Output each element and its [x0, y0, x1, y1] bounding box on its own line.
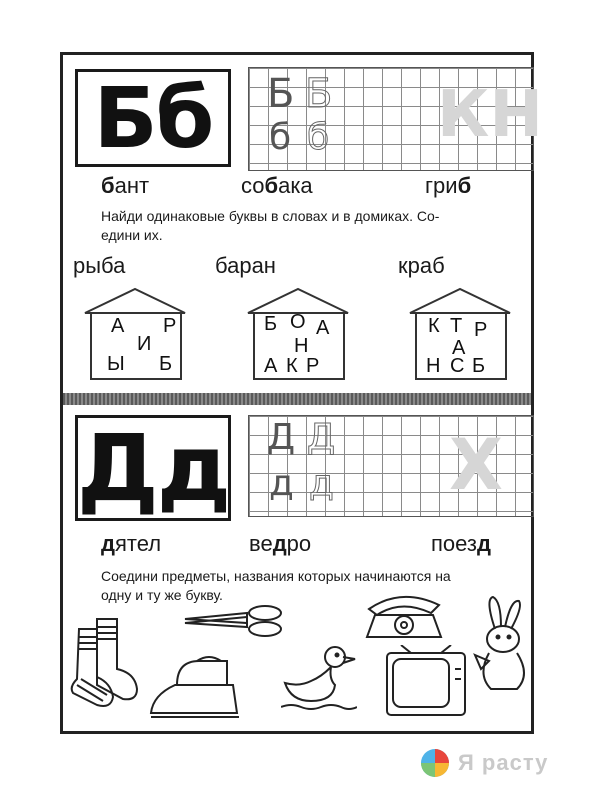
house-3-letter: К	[428, 315, 440, 337]
trace-upper-dashed: Б	[305, 71, 333, 117]
task-word-ryba: рыба	[73, 253, 126, 278]
instruction-d	[101, 567, 531, 605]
trace-lower-solid: б	[269, 117, 292, 158]
scissors-picture	[181, 603, 301, 639]
house-1-letter: Р	[163, 315, 177, 337]
instruction-d-line1: Соедини предметы, названия которых начинаются на	[101, 568, 451, 584]
house-3-letter: А	[452, 337, 466, 359]
letter-card-d-text: Дд	[76, 414, 230, 522]
house-2	[246, 287, 350, 381]
trace-upper-solid: Б	[267, 71, 295, 117]
house-2-outline	[246, 287, 350, 381]
tracing-grid-b	[248, 67, 543, 171]
word-dyatel: дятел	[101, 531, 162, 556]
trace-lower-dashed: б	[307, 117, 330, 158]
task-word-baran: баран	[215, 253, 276, 278]
house-2-letter: О	[290, 311, 306, 333]
word-grib: гриб	[425, 173, 472, 198]
letter-card-d	[75, 415, 231, 521]
iron-picture	[147, 655, 243, 725]
house-2-letter: А	[316, 317, 330, 339]
house-2-letter: К	[286, 355, 298, 377]
word-sobaka: собака	[241, 173, 313, 198]
house-2-letter: Б	[264, 313, 278, 335]
trace-upper-dashed: Д	[307, 417, 336, 458]
house-1-letter: Б	[159, 353, 173, 375]
instruction-b	[101, 207, 531, 245]
tracing-grid-d	[248, 415, 534, 517]
house-1-letter: А	[111, 315, 125, 337]
worksheet	[60, 52, 543, 734]
telephone-picture	[361, 591, 447, 641]
trace-lower-solid: д	[269, 463, 294, 504]
duck-picture	[281, 643, 357, 713]
word-poezd: поезд	[431, 531, 491, 556]
faint-background-letters: КН	[437, 78, 543, 152]
watermark-logo-icon	[420, 748, 450, 778]
house-3-letter: Р	[474, 319, 488, 341]
instruction-d-line2: одну и ту же букву.	[101, 587, 223, 603]
faint-background-letters: Х	[449, 424, 503, 506]
house-1-letter: Ы	[107, 353, 125, 375]
tv-picture	[381, 645, 471, 721]
house-2-letter: Н	[294, 335, 309, 357]
word-vedro: ведро	[249, 531, 312, 556]
house-2-letter: А	[264, 355, 278, 377]
section-divider	[63, 393, 531, 405]
house-3	[408, 287, 512, 381]
house-3-letter: Т	[450, 315, 463, 337]
rabbit-picture	[471, 595, 535, 695]
house-3-letter: Н	[426, 355, 441, 377]
watermark	[420, 748, 548, 778]
house-2-letter: Р	[306, 355, 320, 377]
word-bant: бант	[101, 173, 150, 198]
house-3-letter: С	[450, 355, 465, 377]
instruction-b-line1: Найди одинаковые буквы в словах и в домиках. Со-	[101, 208, 440, 224]
watermark-text: Я расту	[458, 750, 549, 775]
socks-picture	[67, 615, 151, 711]
trace-upper-solid: Д	[267, 417, 296, 458]
instruction-b-line2: едини их.	[101, 227, 163, 243]
task-word-krab: краб	[398, 253, 445, 278]
house-3-letter: Б	[472, 355, 486, 377]
trace-lower-dashed: д	[309, 463, 334, 504]
house-1	[83, 287, 187, 381]
letter-card-b-text: Бб	[93, 69, 213, 167]
letter-card-b	[75, 69, 231, 167]
house-1-letter: И	[137, 333, 152, 355]
